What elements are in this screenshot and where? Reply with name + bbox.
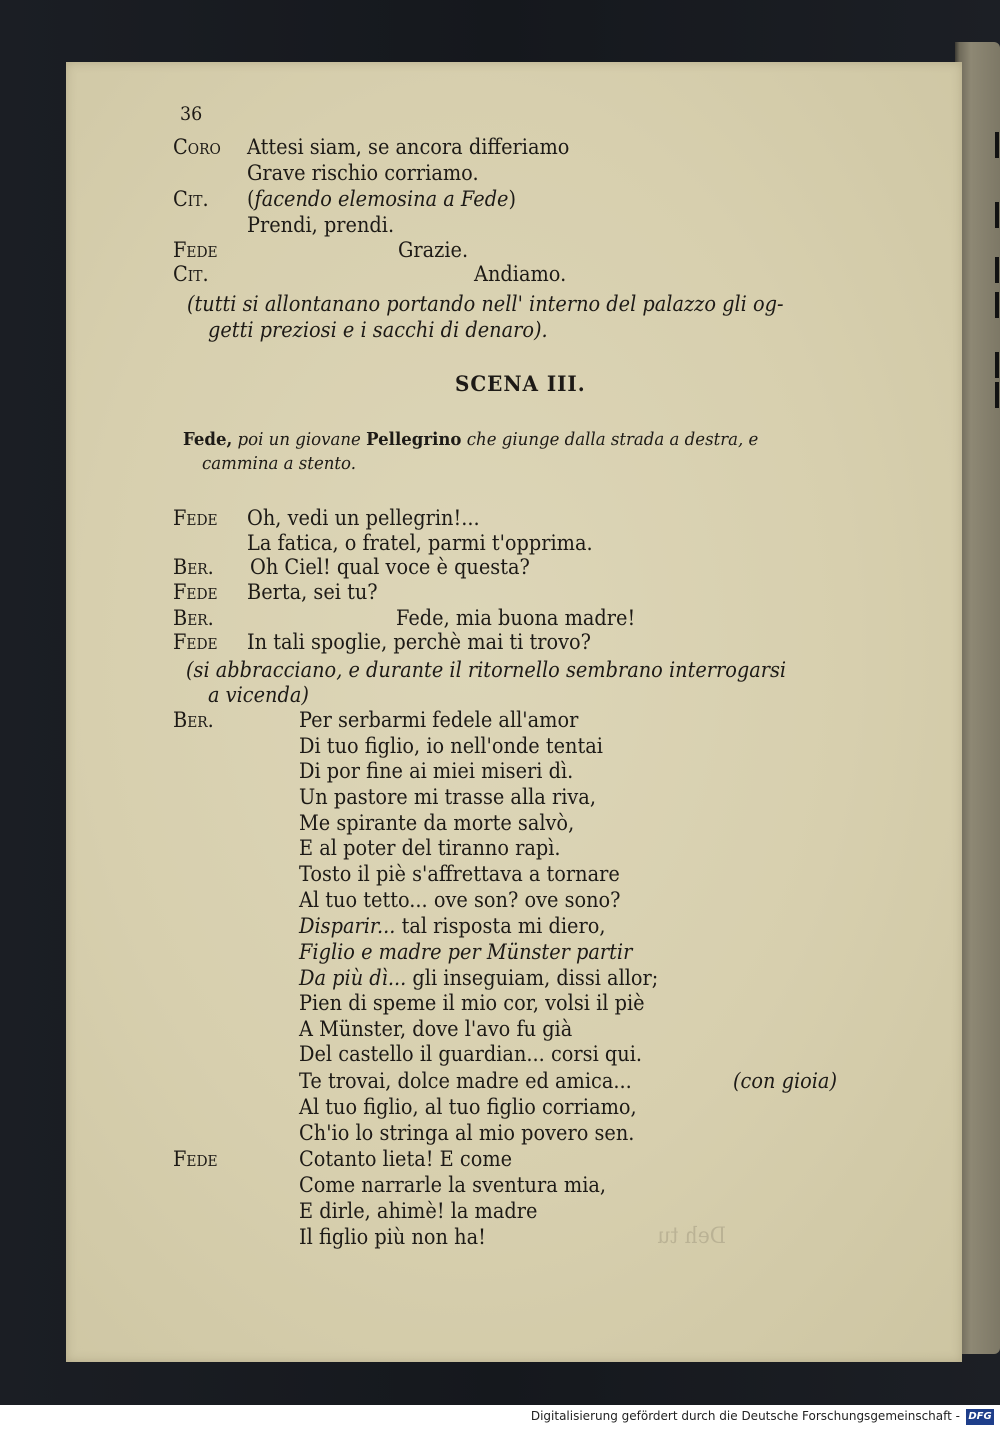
cast-text: poi un giovane bbox=[237, 429, 361, 450]
edge-mark bbox=[995, 257, 999, 283]
verse-line: Del castello il guardian... corsi qui. bbox=[299, 1042, 643, 1066]
verse-line: In tali spoglie, perchè mai ti trovo? bbox=[247, 630, 592, 654]
verse-line: Grazie. bbox=[398, 238, 469, 262]
stage-direction: (con gioia) bbox=[733, 1069, 837, 1093]
speaker-fede: Fede bbox=[173, 580, 218, 604]
bleed-through-text: Deh tu bbox=[657, 1224, 726, 1249]
verse-line: Grave rischio corriamo. bbox=[247, 161, 479, 185]
verse-line: Di por fine ai miei miseri dì. bbox=[299, 759, 574, 783]
dfg-logo: DFG bbox=[966, 1409, 994, 1425]
verse-line: Berta, sei tu? bbox=[247, 580, 378, 604]
verse-line: Un pastore mi trasse alla riva, bbox=[299, 785, 596, 809]
verse-line: Oh, vedi un pellegrin!... bbox=[247, 506, 480, 530]
verse-text: tal risposta mi diero, bbox=[401, 914, 606, 938]
speaker-ber: Ber. bbox=[173, 606, 214, 630]
speaker-fede: Fede bbox=[173, 630, 218, 654]
verse-line: Prendi, prendi. bbox=[247, 213, 395, 237]
verse-line: Oh Ciel! qual voce è questa? bbox=[250, 555, 530, 579]
edge-mark bbox=[995, 202, 999, 228]
edge-mark bbox=[995, 352, 999, 378]
verse-line: La fatica, o fratel, parmi t'opprima. bbox=[247, 531, 593, 555]
speaker-ber: Ber. bbox=[173, 708, 214, 732]
stage-direction: (si abbracciano, e durante il ritornello sembrano interrogarsi bbox=[186, 658, 787, 682]
verse-line: Me spirante da morte salvò, bbox=[299, 811, 575, 835]
verse-line: Te trovai, dolce madre ed amica... bbox=[299, 1069, 632, 1093]
cast-text: che giunge dalla strada a destra, e bbox=[466, 429, 759, 450]
direction-text: facendo elemosina a Fede bbox=[254, 187, 509, 211]
verse-line: Al tuo figlio, al tuo figlio corriamo, bbox=[299, 1095, 637, 1119]
verse-line: Andiamo. bbox=[474, 262, 567, 286]
stage-direction: (tutti si allontanano portando nell' interno del palazzo gli og- bbox=[187, 292, 784, 316]
speaker-cit: Cit. bbox=[173, 187, 209, 211]
cast-line bbox=[183, 428, 758, 452]
book-page bbox=[66, 62, 962, 1362]
verse-line: E dirle, ahimè! la madre bbox=[299, 1199, 538, 1223]
cast-name-fede: Fede, bbox=[183, 429, 233, 450]
verse-line: Cotanto lieta! E come bbox=[299, 1147, 513, 1171]
digitization-footer bbox=[0, 1405, 1000, 1430]
speaker-fede: Fede bbox=[173, 1147, 218, 1171]
speaker-cit: Cit. bbox=[173, 262, 209, 286]
verse-line: Tosto il piè s'affrettava a tornare bbox=[299, 862, 620, 886]
edge-mark bbox=[995, 132, 999, 158]
footer-credit: Digitalisierung gefördert durch die Deutsche Forschungsgemeinschaft - bbox=[530, 1409, 960, 1423]
stage-direction: getti preziosi e i sacchi di denaro). bbox=[208, 318, 548, 342]
italic-phrase: Disparir... bbox=[299, 914, 396, 938]
stage-direction: a vicenda) bbox=[208, 683, 309, 707]
verse-line bbox=[299, 914, 605, 938]
verse-line: Attesi siam, se ancora differiamo bbox=[247, 135, 570, 159]
verse-line: Come narrarle la sventura mia, bbox=[299, 1173, 607, 1197]
verse-text: gli inseguiam, dissi allor; bbox=[412, 966, 659, 990]
edge-mark bbox=[995, 382, 999, 408]
speaker-coro: Coro bbox=[173, 135, 221, 159]
verse-line: Al tuo tetto... ove son? ove sono? bbox=[299, 888, 621, 912]
speaker-ber: Ber. bbox=[173, 555, 214, 579]
verse-line: A Münster, dove l'avo fu già bbox=[299, 1017, 573, 1041]
verse-line: E al poter del tiranno rapì. bbox=[299, 836, 561, 860]
verse-line: Ch'io lo stringa al mio povero sen. bbox=[299, 1121, 635, 1145]
verse-line: Di tuo figlio, io nell'onde tentai bbox=[299, 734, 603, 758]
verse-line: Fede, mia buona madre! bbox=[396, 606, 636, 630]
cast-name-pellegrino: Pellegrino bbox=[366, 429, 462, 450]
verse-line bbox=[299, 966, 658, 990]
paren: ( bbox=[247, 187, 255, 211]
cast-line: cammina a stento. bbox=[202, 453, 357, 474]
edge-mark bbox=[995, 292, 999, 318]
scene-heading: SCENA III. bbox=[455, 371, 586, 396]
verse-line: Il figlio più non ha! bbox=[299, 1225, 486, 1249]
paren: ) bbox=[508, 187, 517, 211]
italic-phrase: Da più dì... bbox=[299, 966, 407, 990]
verse-line: Pien di speme il mio cor, volsi il piè bbox=[299, 991, 645, 1015]
speaker-fede: Fede bbox=[173, 238, 218, 262]
stage-direction bbox=[247, 187, 516, 211]
speaker-fede: Fede bbox=[173, 506, 218, 530]
page-number: 36 bbox=[180, 103, 203, 125]
verse-line: Per serbarmi fedele all'amor bbox=[299, 708, 579, 732]
verse-line: Figlio e madre per Münster partir bbox=[299, 940, 633, 964]
